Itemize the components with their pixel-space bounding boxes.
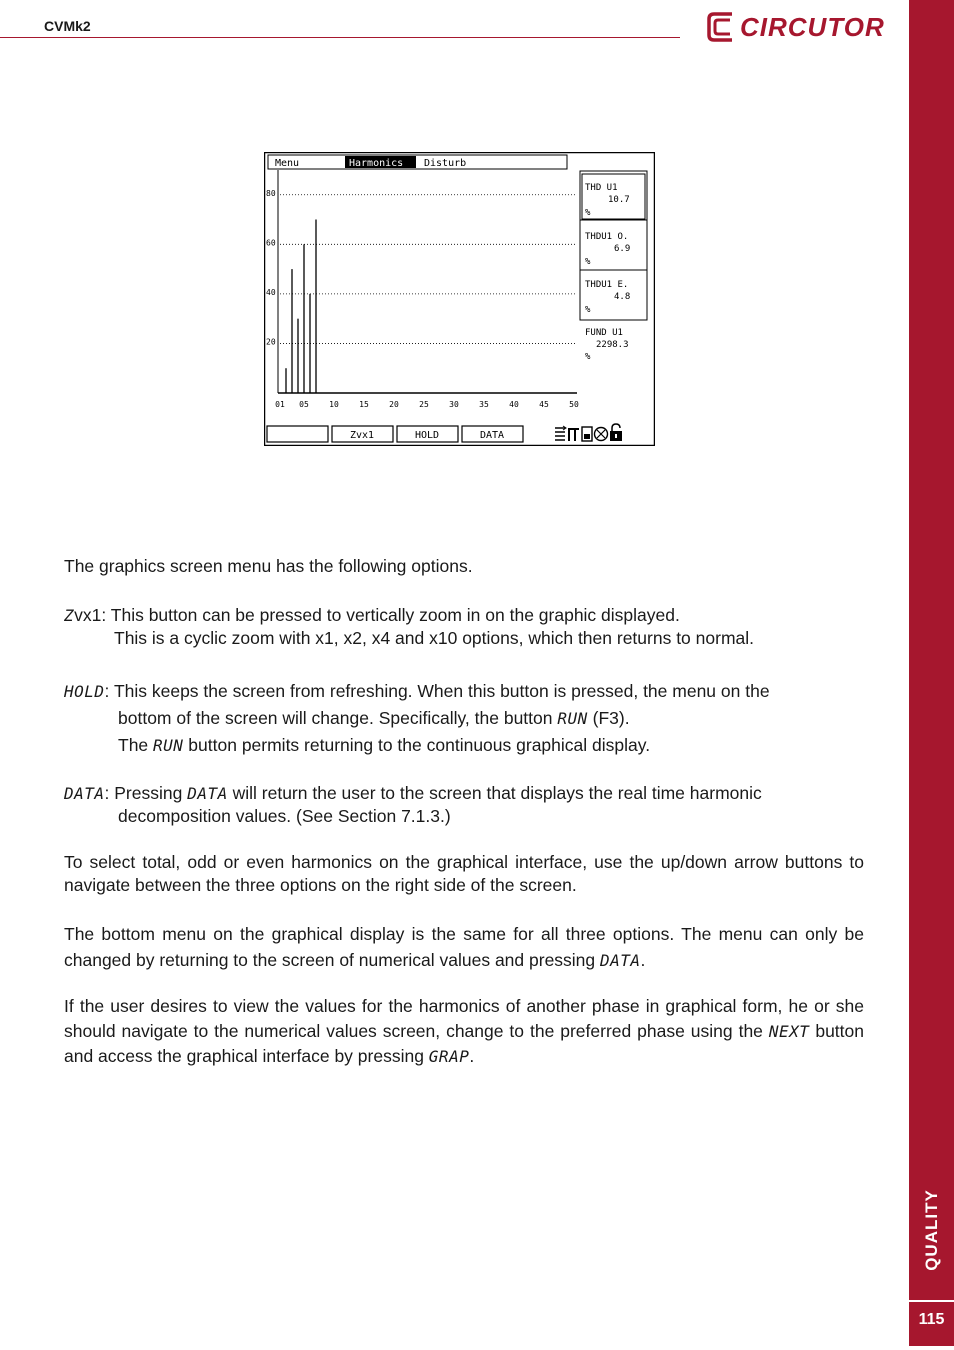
intro-paragraph: The graphics screen menu has the following options. (64, 556, 473, 576)
hold-description (64, 678, 864, 759)
hold-line-1: : This keeps the screen from refreshing. When this button is pressed, the menu on the (104, 681, 770, 701)
harmonics-screen (264, 152, 655, 446)
section-sidebar (909, 0, 954, 1350)
panel-title: FUND U1 (585, 328, 623, 338)
x-tick-label: 50 (569, 400, 579, 409)
panel-unit: % (585, 305, 591, 315)
zoom-keyword: Z (64, 606, 75, 625)
hold-keyword: HOLD (64, 682, 105, 701)
panel-value: 4.8 (614, 292, 631, 302)
section-label: QUALITY (921, 1189, 941, 1271)
y-tick-label: 60 (266, 238, 276, 248)
x-tick-label: 01 (275, 400, 285, 409)
panel-title: THDU1 E. (585, 280, 629, 290)
phase-paragraph: If the user desires to view the values for the harmonics of another phase in graphical form, he or she should navigate to the numerical values screen, change to the preferred phase using the NEXT button and access the graphical interface by pressing GRAP. (64, 996, 864, 1066)
run-keyword: RUN (153, 736, 184, 755)
panel-title: THD U1 (585, 183, 618, 193)
x-tick-label: 35 (479, 400, 489, 409)
x-tick-label: 15 (359, 400, 369, 409)
panel-unit: % (585, 257, 591, 267)
header-divider (0, 37, 680, 38)
y-tick-label: 40 (266, 287, 276, 297)
top-menu-bar (268, 155, 567, 169)
x-tick-label: 45 (539, 400, 549, 409)
x-tick-label: 10 (329, 400, 339, 409)
zoom-description (64, 604, 864, 650)
circutor-logo-icon (706, 10, 736, 44)
panel-title: THDU1 O. (585, 232, 629, 242)
zoom-button-label: Zvx1 (349, 430, 375, 441)
memory-card-icon (582, 427, 592, 441)
run-keyword: RUN (557, 709, 588, 728)
y-tick-label: 20 (266, 337, 276, 347)
data-line-2: decomposition values. (See Section 7.1.3.) (118, 806, 451, 826)
fan-icon (595, 428, 608, 441)
logo-wordmark: CIRCUTOR (740, 12, 885, 42)
hold-line-2: bottom of the screen will change. Specifically, the button RUN (F3). (118, 708, 630, 728)
panel-unit: % (585, 352, 591, 362)
tab-harmonics[interactable]: Harmonics (349, 158, 404, 169)
data-keyword: DATA (600, 951, 641, 970)
data-keyword: DATA (187, 784, 228, 803)
circutor-logo (706, 10, 886, 48)
zoom-line-2: This is a cyclic zoom with x1, x2, x4 and x10 options, which then returns to normal. (114, 628, 755, 648)
tab-menu[interactable]: Menu (275, 158, 300, 169)
tab-disturb[interactable]: Disturb (424, 158, 467, 169)
panel-value: 10.7 (608, 195, 630, 205)
page-number: 115 (909, 1302, 954, 1346)
x-tick-label: 05 (299, 400, 309, 409)
data-keyword: DATA (64, 784, 105, 803)
x-tick-label: 25 (419, 400, 429, 409)
grap-keyword: GRAP (428, 1047, 470, 1066)
next-keyword: NEXT (768, 1022, 810, 1041)
hold-button-label: HOLD (414, 430, 440, 441)
data-button-label: DATA (479, 430, 505, 441)
document-model-label: CVMk2 (44, 18, 91, 34)
bottom-menu-paragraph: The bottom menu on the graphical display is the same for all three options. The menu can only be changed by returning to the screen of numerical values and pressing DATA. (64, 924, 864, 970)
hold-line-3: The RUN button permits returning to the continuous graphical display. (118, 735, 651, 755)
x-tick-label: 20 (389, 400, 399, 409)
panel-unit: % (585, 208, 591, 218)
data-description: DATA: Pressing DATA will return the user to the screen that displays the real time harmonic decomposition values. (See Section 7.1.3.) (64, 782, 864, 828)
zoom-line-1: vx1: This button can be pressed to vertically zoom in on the graphic displayed. (74, 605, 680, 625)
panel-value: 2298.3 (596, 340, 629, 350)
navigation-paragraph: To select total, odd or even harmonics on the graphical interface, use the up/down arrow buttons to navigate between the three options on the right side of the screen. (64, 852, 864, 895)
x-tick-label: 30 (449, 400, 459, 409)
panel-value: 6.9 (614, 244, 631, 254)
y-tick-label: 80 (266, 188, 276, 198)
x-tick-label: 40 (509, 400, 519, 409)
f1-button[interactable] (267, 426, 328, 442)
